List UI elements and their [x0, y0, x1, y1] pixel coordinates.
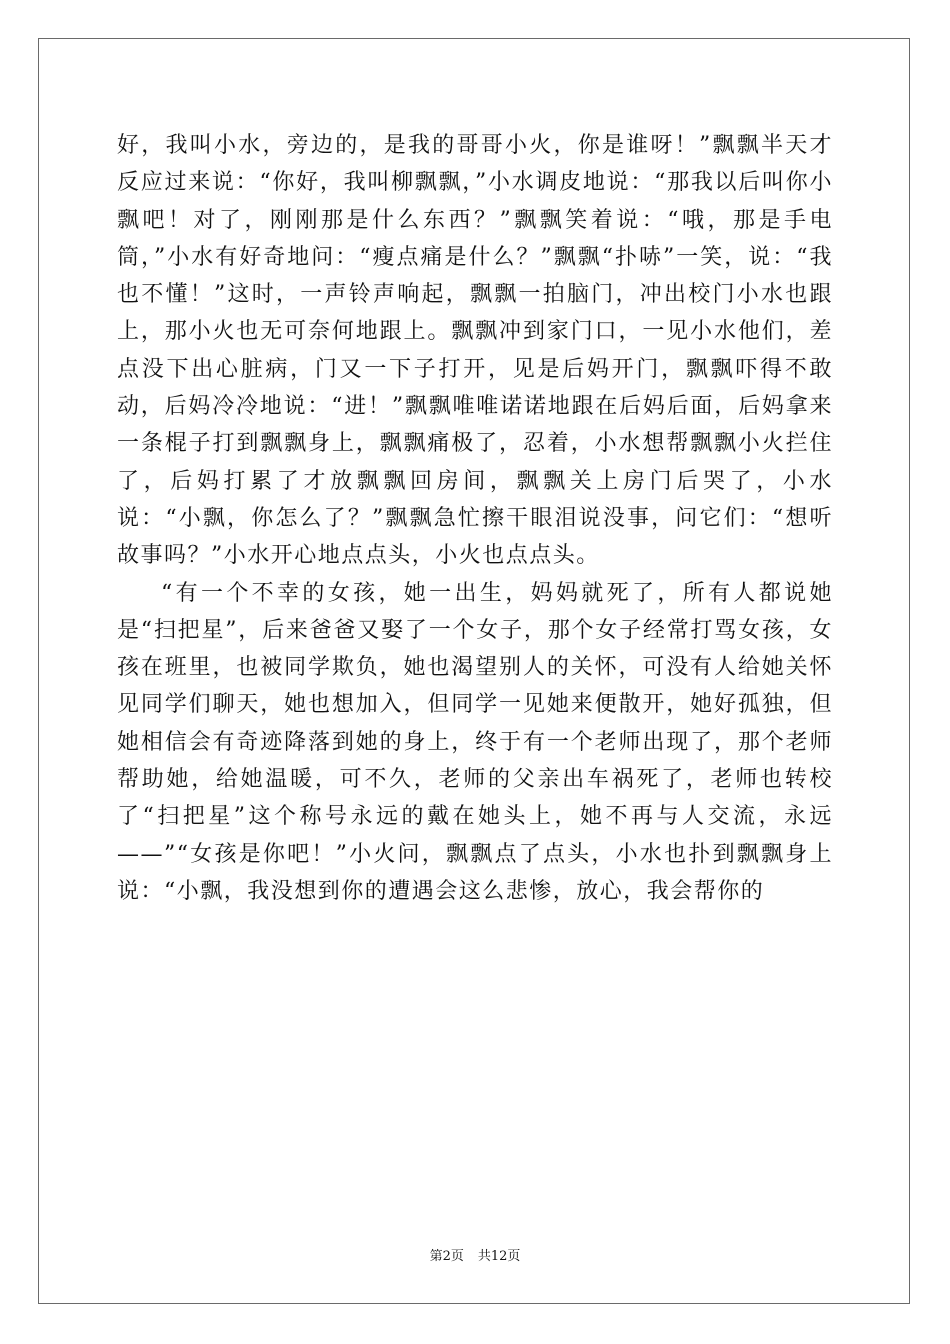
paragraph-2: “有一个不幸的女孩，她一出生，妈妈就死了，所有人都说她是“扫把星”，后来爸爸又娶了一个女子，那个女子经常打骂女孩，女孩在班里，也被同学欺负，她也渴望别人的关怀，可没有人给她关怀见同学们聊天，她也想加入，但同学一见她来便散开，她好孤独，但她相信会有奇迹降落到她的身上，终于有一个老师出现了，那个老师帮助她，给她温暖，可不久，老师的父亲出车祸死了，老师也转校了“扫把星”这个称号永远的戴在她头上，她不再与人交流，永远——”“女孩是你吧！”小火问，飘飘点了点头，小水也扑到飘飘身上说：“小飘，我没想到你的遭遇会这么悲惨，放心，我会帮你的: [117, 580, 833, 904]
page-number: 第2页: [429, 1249, 464, 1264]
page-total: 共12页: [477, 1249, 521, 1264]
paragraph-1: 好，我叫小水，旁边的，是我的哥哥小火，你是谁呀！”飘飘半天才反应过来说：“你好，我叫柳飘飘，”小水调皮地说：“那我以后叫你小飘吧！对了，刚刚那是什么东西？”飘飘笑着说：“哦，那是手电筒，”小水有好奇地问：“瘦点痛是什么？”飘飘“扑哧”一笑，说：“我也不懂！”这时，一声铃声响起，飘飘一拍脑门，冲出校门小水也跟上，那小火也无可奈何地跟上。飘飘冲到家门口，一见小水他们，差点没下出心脏病，门又一下子打开，见是后妈开门，飘飘吓得不敢动，后妈冷冷地说：“进！”飘飘唯唯诺诺地跟在后妈后面，后妈拿来一条棍子打到飘飘身上，飘飘痛极了，忍着，小水想帮飘飘小火拦住了，后妈打累了才放飘飘回房间，飘飘关上房门后哭了，小水说：“小飘，你怎么了？”飘飘急忙擦干眼泪说没事，问它们：“想听故事吗？”小水开心地点点头，小火也点点头。: [117, 133, 833, 569]
page-footer: [0, 1245, 950, 1264]
document-body: [117, 127, 833, 910]
